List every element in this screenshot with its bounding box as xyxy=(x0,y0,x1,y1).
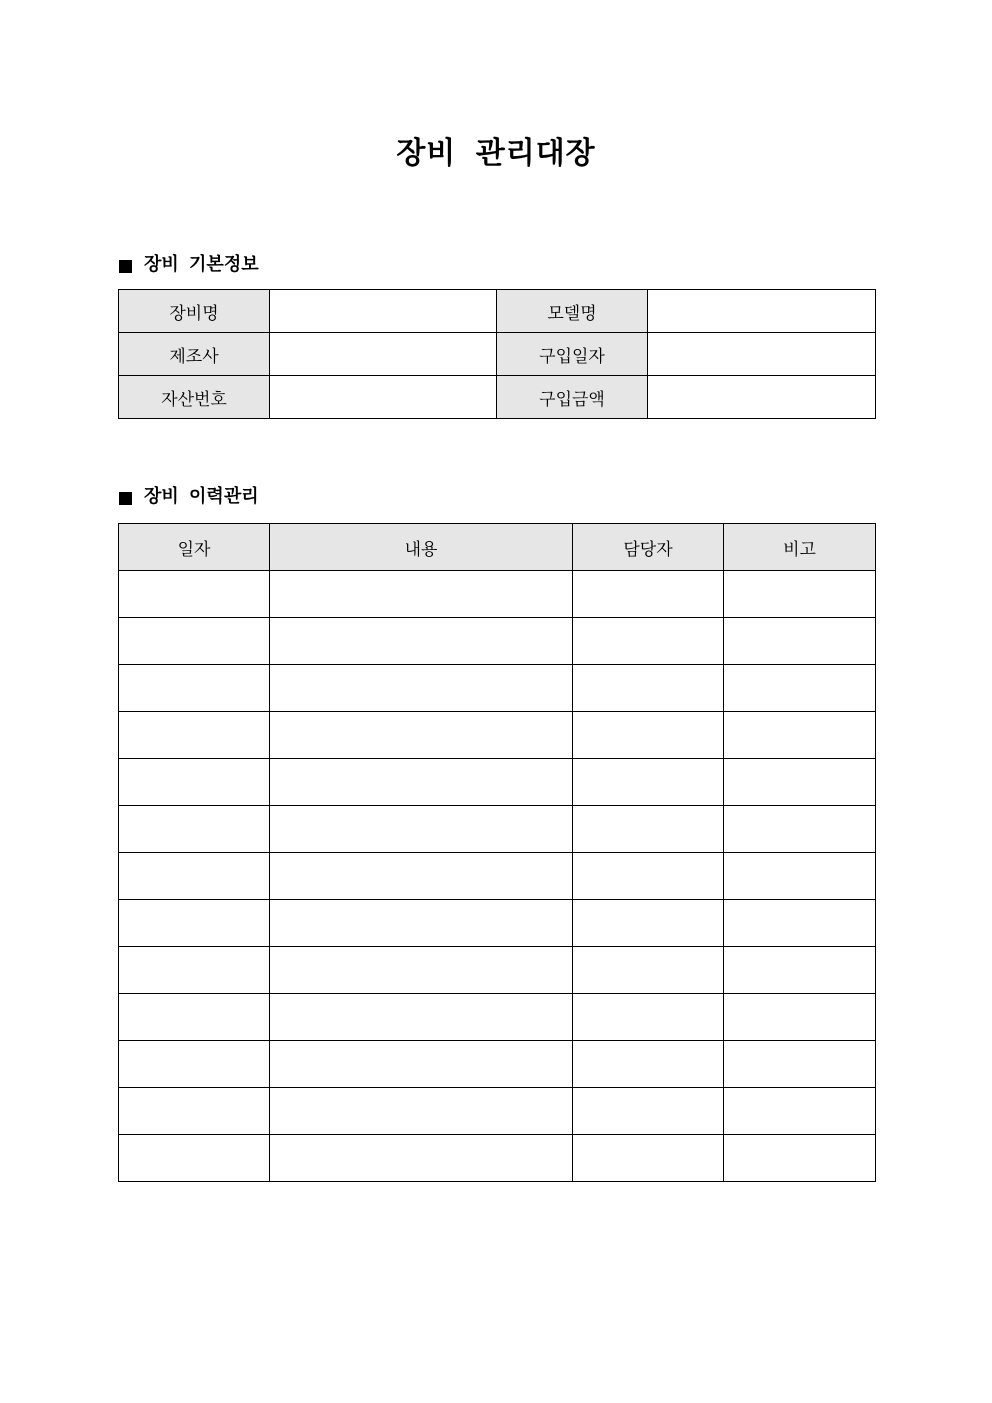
field-value[interactable] xyxy=(648,290,876,333)
content-cell[interactable] xyxy=(270,853,573,900)
field-value[interactable] xyxy=(270,333,497,376)
square-bullet-icon xyxy=(119,492,132,505)
content-cell[interactable] xyxy=(270,900,573,947)
date-cell[interactable] xyxy=(119,853,270,900)
manager-cell[interactable] xyxy=(573,1135,724,1182)
history-header-row xyxy=(119,524,876,571)
column-header-content: 내용 xyxy=(270,524,573,571)
manager-cell[interactable] xyxy=(573,947,724,994)
table-row xyxy=(119,665,876,712)
table-row xyxy=(119,712,876,759)
date-cell[interactable] xyxy=(119,1088,270,1135)
remarks-cell[interactable] xyxy=(724,712,876,759)
table-row xyxy=(119,618,876,665)
content-cell[interactable] xyxy=(270,759,573,806)
table-row xyxy=(119,571,876,618)
manager-cell[interactable] xyxy=(573,853,724,900)
manager-cell[interactable] xyxy=(573,994,724,1041)
table-row xyxy=(119,1041,876,1088)
remarks-cell[interactable] xyxy=(724,571,876,618)
field-value[interactable] xyxy=(648,333,876,376)
history-heading xyxy=(119,485,259,509)
basic-info-body xyxy=(119,290,876,419)
table-row xyxy=(119,806,876,853)
table-row xyxy=(119,1135,876,1182)
remarks-cell[interactable] xyxy=(724,1088,876,1135)
field-label: 구입일자 xyxy=(497,333,648,376)
basic-info-heading xyxy=(119,253,259,277)
remarks-cell[interactable] xyxy=(724,1135,876,1182)
history-table xyxy=(118,523,876,1182)
field-label: 제조사 xyxy=(119,333,270,376)
manager-cell[interactable] xyxy=(573,571,724,618)
content-cell[interactable] xyxy=(270,665,573,712)
date-cell[interactable] xyxy=(119,806,270,853)
table-row xyxy=(119,900,876,947)
remarks-cell[interactable] xyxy=(724,1041,876,1088)
content-cell[interactable] xyxy=(270,1041,573,1088)
manager-cell[interactable] xyxy=(573,759,724,806)
remarks-cell[interactable] xyxy=(724,994,876,1041)
date-cell[interactable] xyxy=(119,1135,270,1182)
table-row xyxy=(119,994,876,1041)
basic-info-row xyxy=(119,333,876,376)
date-cell[interactable] xyxy=(119,1041,270,1088)
field-label: 모델명 xyxy=(497,290,648,333)
column-header-remarks: 비고 xyxy=(724,524,876,571)
date-cell[interactable] xyxy=(119,712,270,759)
field-label: 자산번호 xyxy=(119,376,270,419)
manager-cell[interactable] xyxy=(573,1088,724,1135)
remarks-cell[interactable] xyxy=(724,618,876,665)
remarks-cell[interactable] xyxy=(724,665,876,712)
table-row xyxy=(119,947,876,994)
basic-info-row xyxy=(119,290,876,333)
manager-cell[interactable] xyxy=(573,900,724,947)
basic-info-heading-text: 장비 기본정보 xyxy=(144,254,259,275)
remarks-cell[interactable] xyxy=(724,900,876,947)
date-cell[interactable] xyxy=(119,994,270,1041)
basic-info-row xyxy=(119,376,876,419)
manager-cell[interactable] xyxy=(573,806,724,853)
content-cell[interactable] xyxy=(270,1135,573,1182)
basic-info-table xyxy=(118,289,876,419)
field-value[interactable] xyxy=(648,376,876,419)
field-value[interactable] xyxy=(270,290,497,333)
field-label: 구입금액 xyxy=(497,376,648,419)
manager-cell[interactable] xyxy=(573,618,724,665)
date-cell[interactable] xyxy=(119,900,270,947)
remarks-cell[interactable] xyxy=(724,853,876,900)
content-cell[interactable] xyxy=(270,618,573,665)
manager-cell[interactable] xyxy=(573,665,724,712)
remarks-cell[interactable] xyxy=(724,806,876,853)
column-header-manager: 담당자 xyxy=(573,524,724,571)
table-row xyxy=(119,759,876,806)
manager-cell[interactable] xyxy=(573,1041,724,1088)
content-cell[interactable] xyxy=(270,994,573,1041)
history-body xyxy=(119,571,876,1182)
content-cell[interactable] xyxy=(270,1088,573,1135)
date-cell[interactable] xyxy=(119,947,270,994)
date-cell[interactable] xyxy=(119,618,270,665)
content-cell[interactable] xyxy=(270,571,573,618)
table-row xyxy=(119,1088,876,1135)
table-row xyxy=(119,853,876,900)
date-cell[interactable] xyxy=(119,759,270,806)
date-cell[interactable] xyxy=(119,665,270,712)
date-cell[interactable] xyxy=(119,571,270,618)
manager-cell[interactable] xyxy=(573,712,724,759)
history-heading-text: 장비 이력관리 xyxy=(144,486,259,507)
content-cell[interactable] xyxy=(270,947,573,994)
field-value[interactable] xyxy=(270,376,497,419)
content-cell[interactable] xyxy=(270,712,573,759)
column-header-date: 일자 xyxy=(119,524,270,571)
remarks-cell[interactable] xyxy=(724,759,876,806)
remarks-cell[interactable] xyxy=(724,947,876,994)
content-cell[interactable] xyxy=(270,806,573,853)
page-title: 장비 관리대장 xyxy=(396,136,596,171)
field-label: 장비명 xyxy=(119,290,270,333)
square-bullet-icon xyxy=(119,260,132,273)
